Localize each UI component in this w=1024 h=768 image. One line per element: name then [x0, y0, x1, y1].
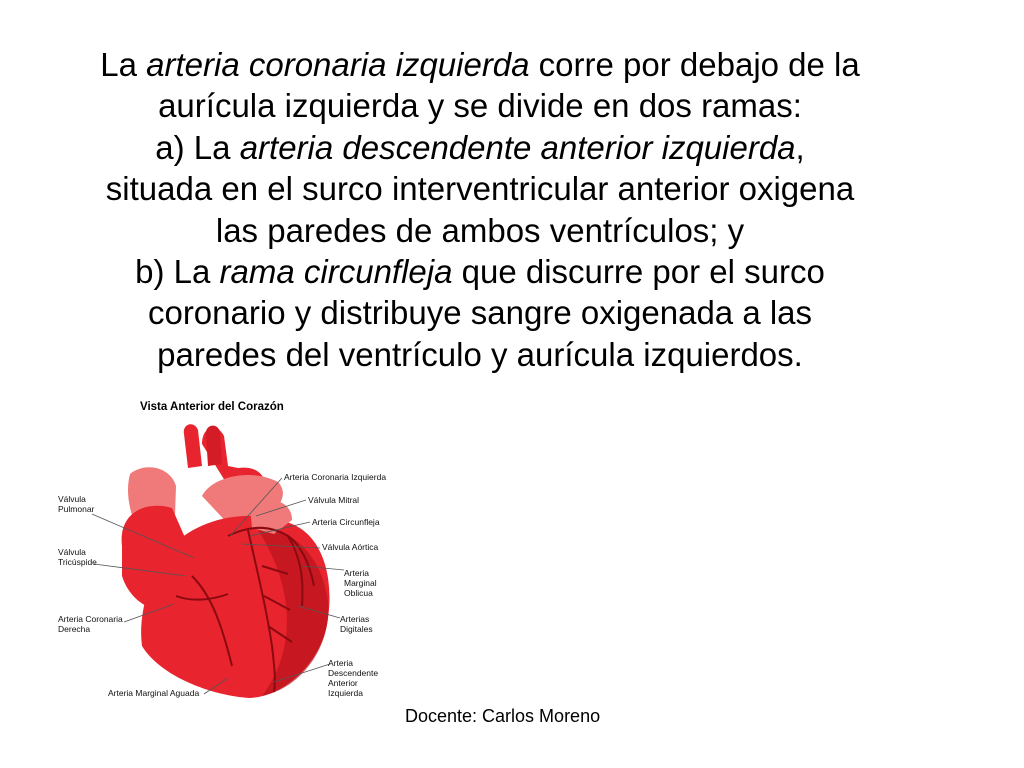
paragraph-line [40, 85, 920, 126]
label-arteria-coronaria-izquierda: Arteria Coronaria Izquierda [284, 472, 387, 482]
text-run: corre por debajo de la [529, 46, 860, 83]
text-run: paredes del ventrículo y aurícula izquierdos. [157, 335, 803, 373]
text-run: La [100, 46, 147, 83]
italic-term: arteria descendente anterior izquierda [239, 128, 796, 166]
label-valvula-aortica: Válvula Aórtica [322, 542, 379, 552]
text-run: aurícula izquierda y se divide en dos ramas: [158, 87, 802, 125]
text-run: coronario y distribuye sangre oxigenada a las [147, 294, 813, 332]
vessel-branch-1 [184, 424, 202, 468]
paragraph-line [40, 127, 920, 168]
paragraph-line [40, 210, 920, 251]
label-valvula-tricuspide: Válvula Tricúspide [58, 547, 97, 567]
text-run: , [795, 128, 805, 166]
text-run: las paredes de ambos ventrículos; y [215, 211, 745, 249]
footer-author: Docente: Carlos Moreno [405, 706, 601, 726]
label-arteria-coronaria-derecha: Arteria Coronaria Derecha [58, 614, 123, 634]
paragraph-line [40, 334, 920, 375]
label-arteria-marginal-oblicua: Arteria Marginal Oblicua [344, 568, 377, 598]
paragraph-line [40, 168, 920, 209]
figure-title: Vista Anterior del Corazón [140, 401, 284, 413]
label-arteria-circunfleja: Arteria Circunfleja [312, 517, 380, 527]
heart-figure [52, 396, 402, 706]
label-valvula-mitral: Válvula Mitral [308, 495, 360, 505]
text-run: situada en el surco interventricular anterior oxigena [105, 170, 855, 208]
label-arterias-digitales: Arterias Digitales [340, 614, 373, 634]
label-arteria-descendente-anterior: Arteria Descendente Anterior Izquierda [328, 658, 379, 698]
text-run: b) La [135, 253, 220, 291]
text-run: a) La [155, 128, 240, 166]
italic-term: rama circunfleja [219, 253, 453, 291]
italic-term: arteria coronaria izquierda [146, 46, 530, 83]
label-arteria-marginal-aguda: Arteria Marginal Aguada [108, 688, 200, 698]
slide-paragraph [40, 44, 920, 375]
vessel-branch-2 [206, 426, 222, 466]
paragraph-line [40, 44, 920, 85]
text-run: que discurre por el surco [452, 253, 825, 291]
label-valvula-pulmonar: Válvula Pulmonar [58, 494, 95, 514]
paragraph-line [40, 292, 920, 333]
paragraph-line [40, 251, 920, 292]
